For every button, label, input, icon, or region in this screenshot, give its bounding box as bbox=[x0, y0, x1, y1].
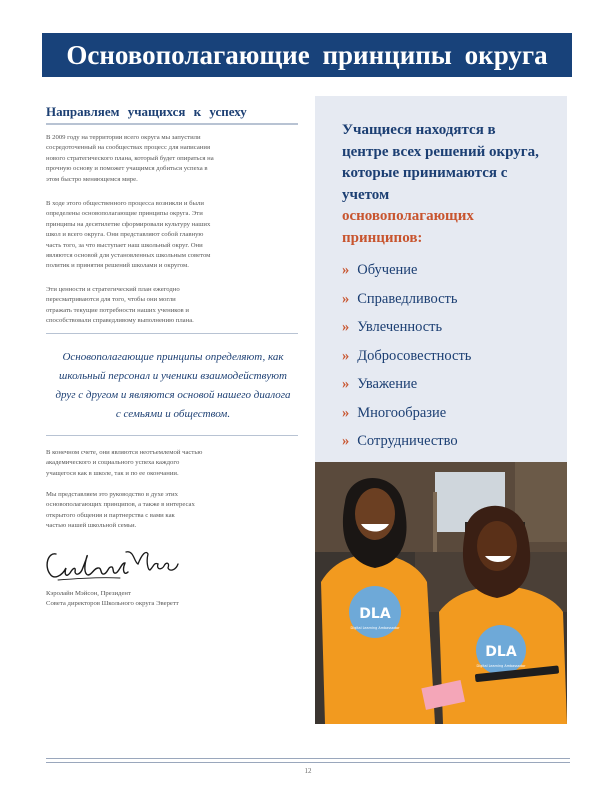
principle-item bbox=[342, 259, 471, 288]
signature-icon bbox=[42, 540, 182, 590]
principles-list bbox=[342, 259, 471, 459]
process-paragraph: В ходе этого общественного процесса возникли и были определены основополагающие принципы округа. Эти принципы на десятилетие сформировали культуру наших школ и всего округа. Они представляют собой главную часть того, за что выступает наш школьный округ. Они являются основой для установленных школьным советом политик и принятия решений школами и округом. bbox=[46, 200, 211, 270]
guide-paragraph: Мы представляем это руководство в духе этих основополагающих принципов, а также в интересах открытого общения и партнерства с вами как частью нашей школьной семьи. bbox=[46, 491, 195, 530]
shirt-subtext: Digital Learning Ambassador bbox=[476, 664, 526, 668]
pull-quote: Основополагающие принципы определяют, как школьный персонал и ученики взаимодействуют друг с другом и являются основой нашего диалога с семьями и обществом. bbox=[55, 351, 291, 420]
page-number: 12 bbox=[304, 767, 312, 775]
shirt-text: DLA bbox=[485, 644, 517, 660]
principle-label: Многообразие bbox=[357, 404, 447, 421]
success-paragraph: В конечном счете, они являются неотъемлемой частью академического и социального успеха каждого учащегося как в школе, так и по ее окончании. bbox=[46, 449, 203, 477]
left-column bbox=[46, 104, 298, 607]
chevron-right-icon: » bbox=[342, 404, 350, 421]
chevron-right-icon: » bbox=[342, 290, 350, 307]
chevron-right-icon: » bbox=[342, 376, 350, 392]
principle-item bbox=[342, 402, 471, 431]
page-title: Основополагающие принципы округа bbox=[66, 40, 548, 70]
chevron-right-icon: » bbox=[342, 262, 350, 278]
shirt-subtext: Digital Learning Ambassador bbox=[350, 626, 400, 630]
principle-label: Справедливость bbox=[357, 290, 458, 307]
shirt-text: DLA bbox=[359, 606, 391, 622]
chevron-right-icon: » bbox=[342, 347, 350, 364]
chevron-right-icon: » bbox=[342, 433, 350, 449]
principle-label: Уважение bbox=[357, 376, 418, 392]
principle-item bbox=[342, 316, 471, 345]
chevron-right-icon: » bbox=[342, 319, 350, 335]
principle-label: Добросовестность bbox=[357, 347, 472, 364]
section-title: Направляем учащихся к успеху bbox=[46, 104, 298, 125]
principle-label: Сотрудничество bbox=[357, 433, 458, 449]
principles-panel bbox=[315, 96, 567, 462]
signer-name: Кэролайн Мэйсон, Президент bbox=[46, 590, 131, 597]
principle-item bbox=[342, 288, 471, 317]
panel-heading-text: Учащиеся находятся в центре всех решений округа, которые принимаются с учетом bbox=[342, 122, 539, 203]
principle-item bbox=[342, 430, 471, 459]
principle-label: Обучение bbox=[357, 262, 418, 278]
panel-heading-accent: основополагающих принципов: bbox=[342, 208, 474, 246]
page-banner bbox=[42, 33, 572, 77]
footer-rule bbox=[46, 758, 570, 759]
footer-rule bbox=[46, 762, 570, 763]
students-photo bbox=[315, 462, 567, 724]
review-paragraph: Эти ценности и стратегический план ежегодно пересматриваются для того, чтобы они могли отражать текущие потребности наших учеников и способствовали справедливому выполнению плана. bbox=[46, 286, 194, 325]
principle-label: Увлеченность bbox=[357, 319, 443, 335]
students-illustration bbox=[315, 462, 567, 724]
signer-role: Совета директоров Школьного округа Эверетт bbox=[46, 600, 179, 607]
divider bbox=[46, 333, 298, 334]
panel-heading bbox=[342, 120, 542, 249]
principle-item bbox=[342, 345, 471, 374]
divider bbox=[46, 435, 298, 436]
intro-paragraph: В 2009 году на территории всего округа мы запустили сосредоточенный на сообществах процесс для написания нового стратегического плана, который будет опираться на прочную основу и поможет учащимся добиться успеха в этом быстро меняющемся мире. bbox=[46, 134, 214, 183]
principle-item bbox=[342, 373, 471, 402]
